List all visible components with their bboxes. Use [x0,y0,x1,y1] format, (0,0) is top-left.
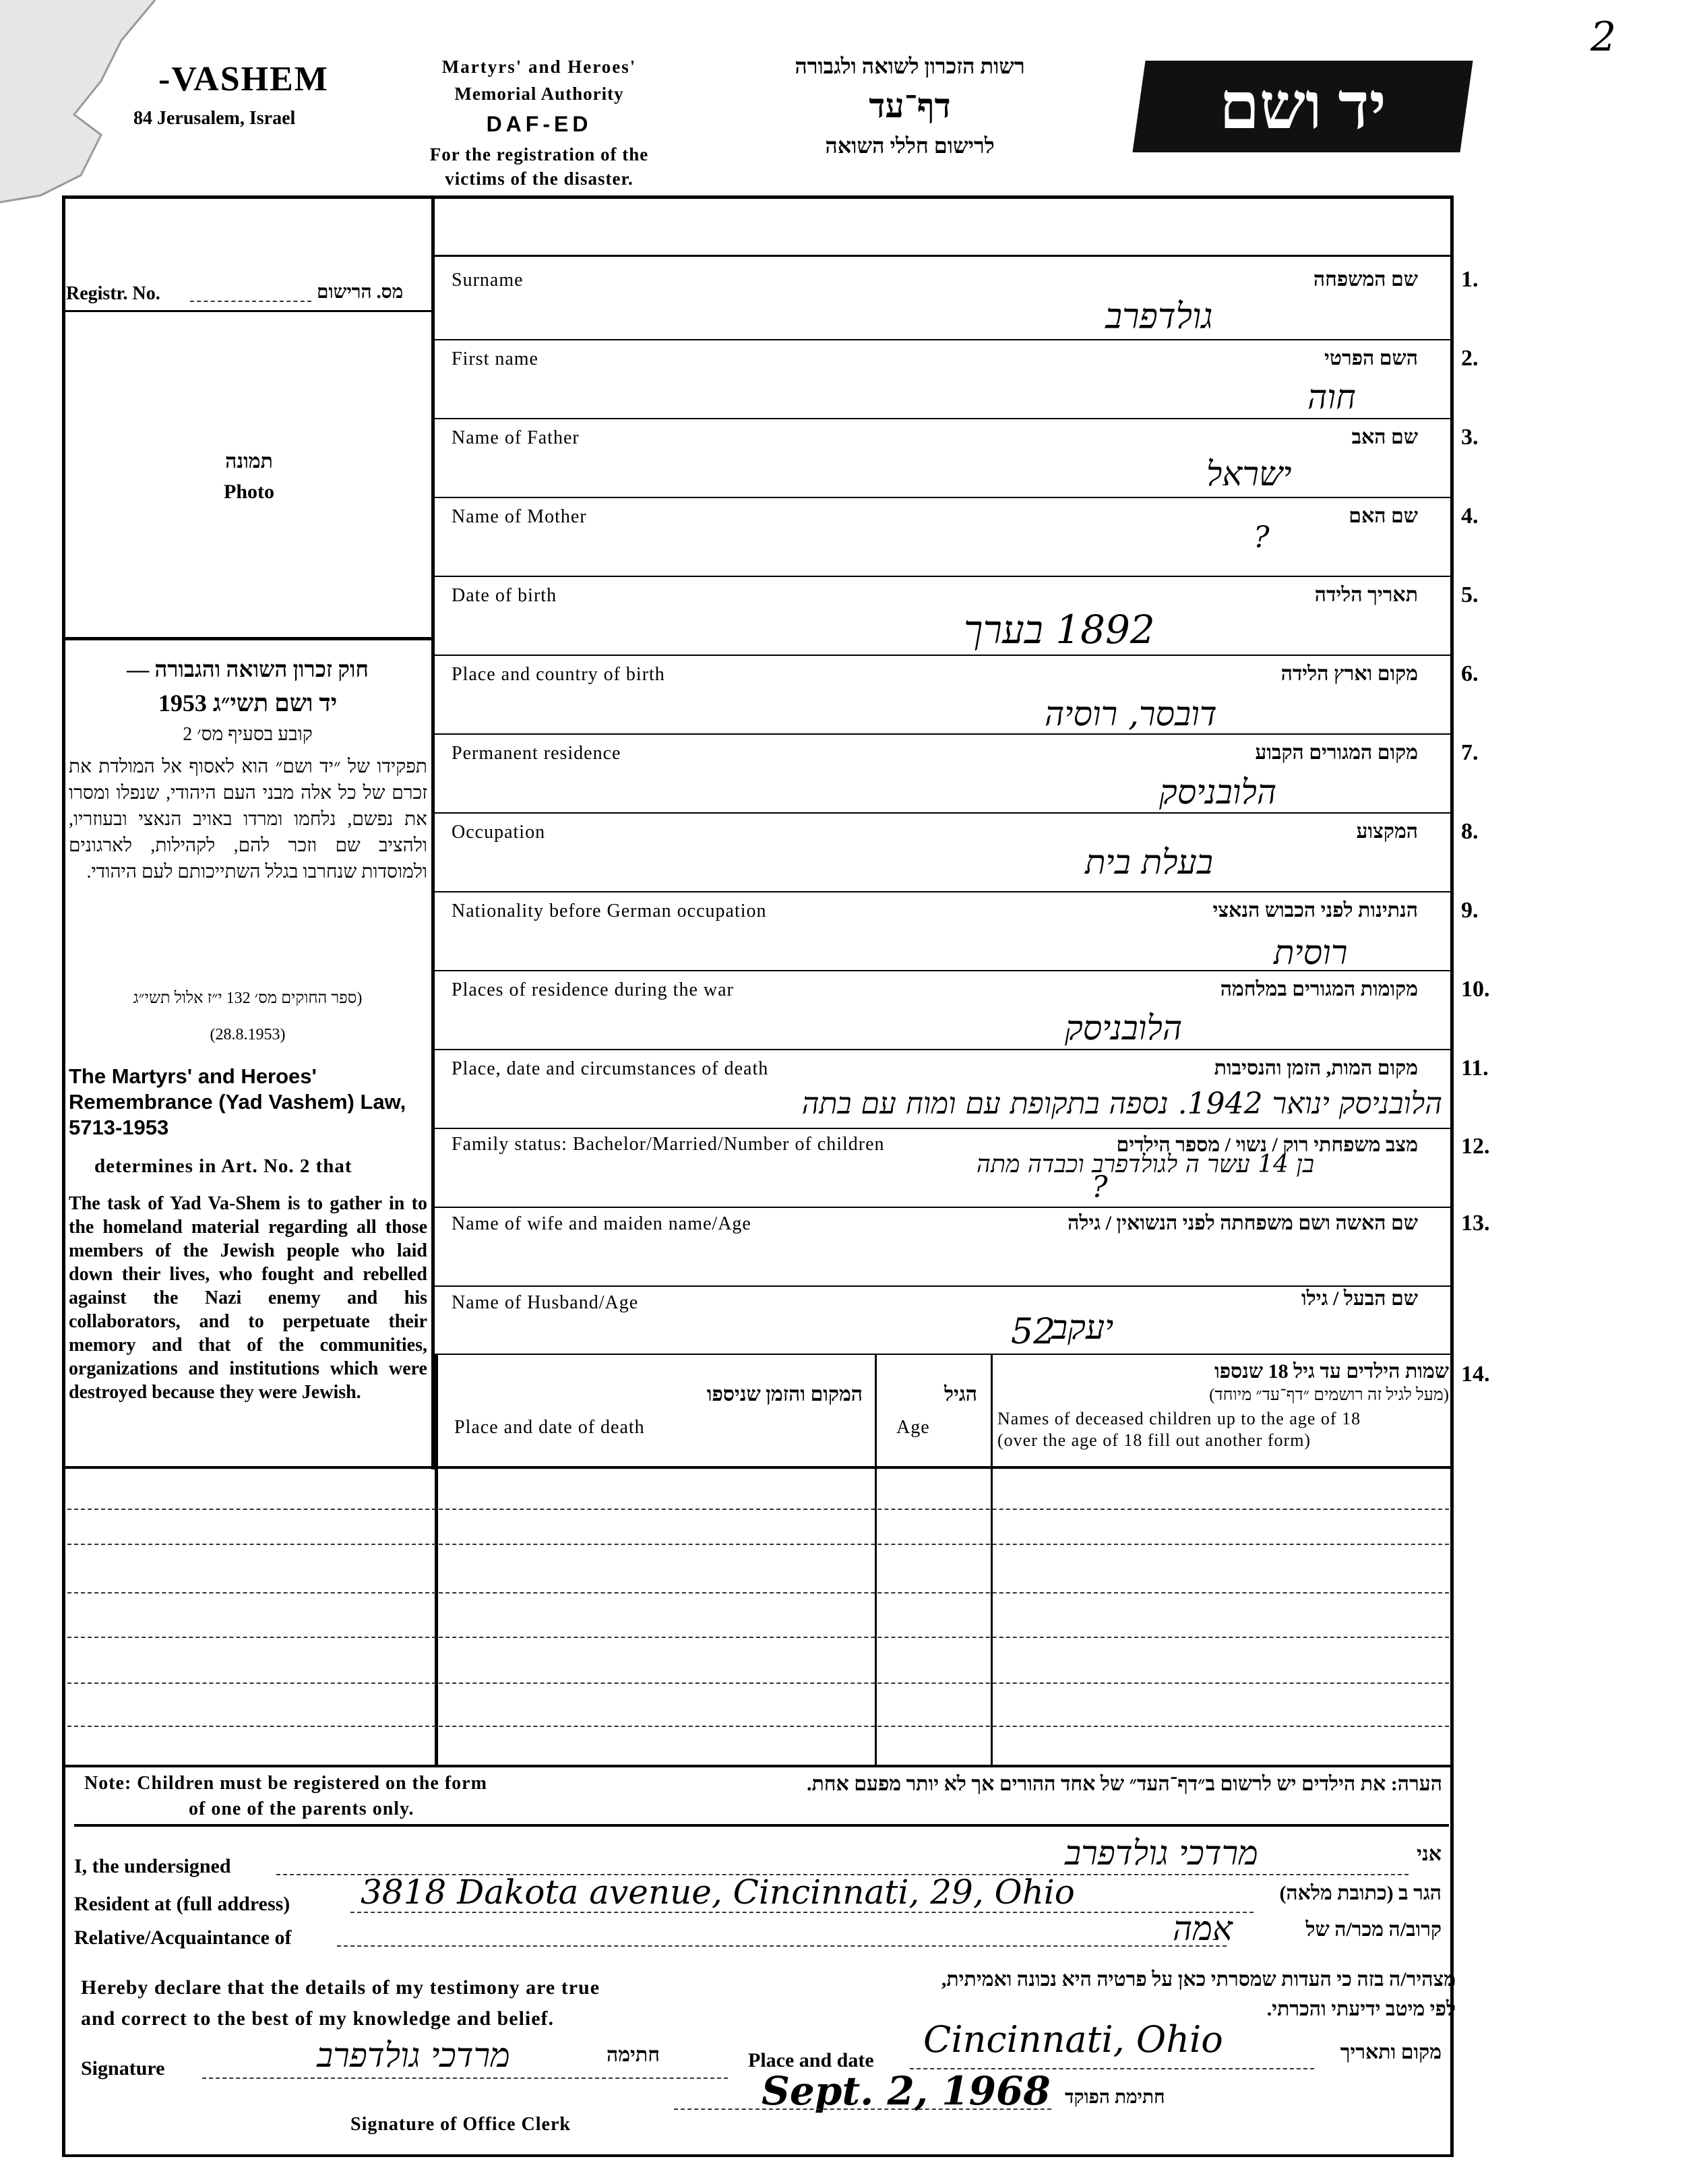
age-en: Age [896,1417,930,1438]
first-name-label-he: השם הפרטי [1324,347,1418,369]
names-children-he: שמות הילדים עד גיל 18 שנספו [1214,1360,1449,1383]
row-rule [435,1354,1452,1355]
relative-value: אמה [1173,1909,1233,1948]
wife-label-he: שם האשה ושם משפחתה לפני הנשואין / גילה [1068,1212,1418,1234]
row-rule [435,733,1452,735]
residence-value: הלובניסק [1159,772,1277,812]
war-residence-value: הלובניסק [1065,1008,1183,1048]
occupation-label: Occupation [452,822,546,843]
field-number: 4. [1461,504,1479,528]
law-he-ref: (ספר החוקים מס׳ 132 י״ז אלול תשי״ג [133,990,363,1007]
note-en-line1: Note: Children must be registered on the form [84,1773,487,1794]
birthplace-value: דובסר, רוסיה [1045,694,1217,733]
field-number: 6. [1461,661,1479,686]
row-rule [435,1128,1452,1129]
names-children-en: Names of deceased children up to the age of 18 [997,1409,1361,1428]
row-rule [435,812,1452,814]
field-number: 14. [1461,1362,1490,1387]
dob-label: Date of birth [452,585,557,606]
authority-he: רשות הזכרון לשואה ולגבורה [795,54,1025,78]
first-name-value: חוה [1307,377,1356,417]
signature-value: מרדכי גולדפרב [317,2036,510,2075]
authority-line2: Memorial Authority [454,84,624,104]
death-label: Place, date and circumstances of death [452,1058,769,1079]
nationality-label: Nationality before German occupation [452,901,767,921]
law-en-determines: determines in Art. No. 2 that [94,1155,352,1177]
place-death-en: Place and date of death [454,1417,645,1438]
wife-label: Name of wife and maiden name/Age [452,1213,751,1234]
occupation-label-he: המקצוע [1356,820,1418,843]
office-clerk-label: Signature of Office Clerk [350,2114,571,2135]
undersigned-label-he: אני [1417,1843,1442,1865]
table-bottom-rule [62,1765,1454,1767]
table-row-line [67,1726,1449,1727]
photo-label-en: Photo [224,481,274,503]
office-clerk-line [674,2109,1051,2110]
husband-label: Name of Husband/Age [452,1292,639,1313]
page-mark: 2 [1590,13,1617,61]
nationality-value: רוסית [1274,933,1348,972]
relative-line [337,1945,1227,1947]
war-residence-label-he: מקומות המגורים במלחמה [1220,978,1418,1000]
field-number: 11. [1461,1056,1489,1081]
declare-en-line1: Hereby declare that the details of my testimony are true [81,1976,600,1999]
field-number: 2. [1461,346,1479,371]
table-row-line [67,1682,1449,1684]
row-rule [435,1285,1452,1287]
law-he-body: תפקידו של ״יד ושם״ הוא לאסוף אל המולדת את זכרם של כל אלה מבני העם היהודי, שנפלו ומסרו את נפשם, נלחמו ומרדו באויב הנאצי ובעוזריו, ולהציב שם וזכר להם, לקהילות, לארגונים ולמוסדות שנחרבו בגלל השתייכותם לעם היהודי. [69,756,427,882]
family-status-label-he: מצב משפחתי רוק / נשוי / מספר הילדים [1116,1134,1418,1156]
declare-he-line2: לפי מיטב ידיעתי והכרתי. [1266,1998,1456,2020]
registr-line [190,301,311,302]
field-number: 10. [1461,977,1490,1002]
death-label-he: מקום המות, הזמן והנסיבות [1214,1057,1418,1079]
law-en-title: The Martyrs' and Heroes' Remembrance (Yad Vashem) Law, 5713-1953 [69,1064,406,1139]
husband-value: יעקב [1051,1308,1114,1347]
dob-label-he: תאריך הלידה [1314,584,1418,606]
resident-value: 3818 Dakota avenue, Cincinnati, 29, Ohio [361,1873,1075,1912]
table-row-line [67,1509,1449,1510]
signature-label-he: חתימה [607,2044,660,2066]
resident-label: Resident at (full address) [74,1893,290,1915]
father-value: ישראל [1206,454,1292,493]
signature-label: Signature [81,2057,165,2080]
registr-label: Registr. No. [66,283,160,304]
note-rule [74,1824,1449,1827]
surname-label: Surname [452,270,524,291]
birthplace-label-he: מקום וארץ הלידה [1280,663,1418,685]
field-number: 12. [1461,1134,1490,1159]
office-clerk-label-he: חתימת הפוקד [1065,2087,1165,2108]
table-header-rule [62,1466,1454,1469]
row-rule [435,576,1452,577]
field-number: 3. [1461,425,1479,450]
place-date-label: Place and date [748,2049,874,2071]
registr-label-he: מס. הרישום [317,282,404,303]
frame-bottom [62,2154,1454,2157]
photo-rule [65,637,433,640]
table-col-line [435,1355,438,1766]
row-rule [435,339,1452,340]
header-rule [435,255,1452,257]
dob-value: 1892 בערך [964,607,1155,653]
war-residence-label: Places of residence during the war [452,979,734,1000]
row-rule [435,891,1452,892]
daf-ed-he: דף־עד [869,87,951,125]
first-name-label: First name [452,348,538,369]
children-count-value: ? [1092,1170,1108,1205]
table-row-line [67,1544,1449,1545]
declare-he-line1: מצהיר/ה בזה כי העדות שמסרתי כאן על פרטיה היא נכונה ואמיתית, [941,1968,1456,1991]
field-number: 9. [1461,898,1479,923]
daf-ed-title: DAF-ED [486,112,592,136]
field-number: 7. [1461,740,1479,765]
birthplace-label: Place and country of birth [452,664,665,685]
declare-en-line2: and correct to the best of my knowledge and belief. [81,2007,555,2030]
husband-label-he: שם הבעל / גילו [1301,1287,1418,1310]
yad-vashem-logo [1132,61,1473,152]
surname-value: גולדפרב [1105,297,1213,337]
note-en-line2: of one of the parents only. [189,1798,414,1819]
org-name-en: -VASHEM [158,60,329,98]
law-en-body: The task of Yad Va-Shem is to gather in to the homeland material regarding all those members of the Jewish people who laid down their lives, who fought and rebelled against the Nazi enemy and his collaborators, and to perpetuate their memory and that of the communities, organizations and institutions which were destroyed because they were Jewish. [69,1193,427,1403]
family-status-value: בן 14 עשר ה לגולדפרב וכבדה מתה [976,1151,1314,1178]
table-row-line [67,1592,1449,1594]
photo-label-he: תמונה [225,450,273,473]
mother-label: Name of Mother [452,506,587,527]
row-rule [435,655,1452,656]
undersigned-value: מרדכי גולדפרב [1065,1833,1258,1873]
row-rule [435,497,1452,498]
law-he-subtitle: יד ושם תשי״ג 1953 [158,690,338,717]
authority-line1: Martyrs' and Heroes' [441,57,637,77]
residence-label: Permanent residence [452,743,621,764]
purpose-he: לרישום חללי השואה [825,133,995,158]
row-rule [435,1207,1452,1208]
husband-age-value: 52 [1011,1312,1056,1352]
relative-label-he: קרוב/ה מכר/ה של [1305,1918,1442,1941]
father-label-he: שם האב [1351,426,1418,448]
table-row-line [67,1637,1449,1638]
place-value: Cincinnati, Ohio [923,2018,1223,2061]
purpose-line1: For the registration of the [429,144,649,164]
field-number: 5. [1461,582,1479,607]
names-children-en-note: (over the age of 18 fill out another form) [997,1430,1311,1450]
law-he-date: (28.8.1953) [210,1026,286,1043]
purpose-line2: victims of the disaster. [445,169,633,189]
row-rule [435,1049,1452,1050]
frame-top [62,195,1454,199]
field-number: 8. [1461,819,1479,844]
table-col-line [875,1355,877,1766]
place-death-he: המקום והזמן שניספו [706,1383,863,1405]
father-label: Name of Father [452,427,580,448]
undersigned-label: I, the undersigned [74,1855,231,1877]
resident-line [350,1912,1254,1913]
date-value: Sept. 2, 1968 [762,2068,1051,2114]
law-he-title: חוק זכרון השואה והגבורה — [127,658,369,682]
frame-right [1450,195,1454,2157]
mother-value: ? [1254,520,1270,555]
table-col-line [991,1355,993,1766]
occupation-value: בעלת בית [1085,843,1213,882]
resident-label-he: הגר ב (כתובת מלאה) [1279,1882,1442,1904]
field-number: 1. [1461,267,1479,292]
nationality-label-he: הנתינות לפני הכבוש הנאצי [1212,899,1418,921]
age-he: הגיל [944,1383,977,1405]
note-he: הערה: את הילדים יש לרשום ב״דף־העד״ של אחד ההורים אך לא יותר מפעם אחת. [806,1773,1442,1795]
surname-label-he: שם המשפחה [1313,268,1418,291]
address: 84 Jerusalem, Israel [133,108,296,129]
residence-label-he: מקום המגורים הקבוע [1255,741,1418,764]
photo-box [65,312,433,636]
death-value: הלובניסק ינואר 1942. נספה בתקופת עם ומוח עם בתה [801,1087,1442,1121]
family-status-label: Family status: Bachelor/Married/Number of children [452,1134,885,1155]
row-rule [435,418,1452,419]
place-date-label-he: מקום ותאריך [1340,2041,1442,2063]
signature-line [202,2077,728,2079]
law-he-article: קובע בסעיף מס׳ 2 [183,724,313,745]
names-children-he-note: (מעל לגיל זה רושמים ״דף־עד״ מיוחד) [1209,1386,1449,1404]
relative-label: Relative/Acquaintance of [74,1927,292,1949]
logo-text: יד ושם [1219,70,1386,142]
field-number: 13. [1461,1211,1490,1236]
mother-label-he: שם האם [1349,505,1418,527]
